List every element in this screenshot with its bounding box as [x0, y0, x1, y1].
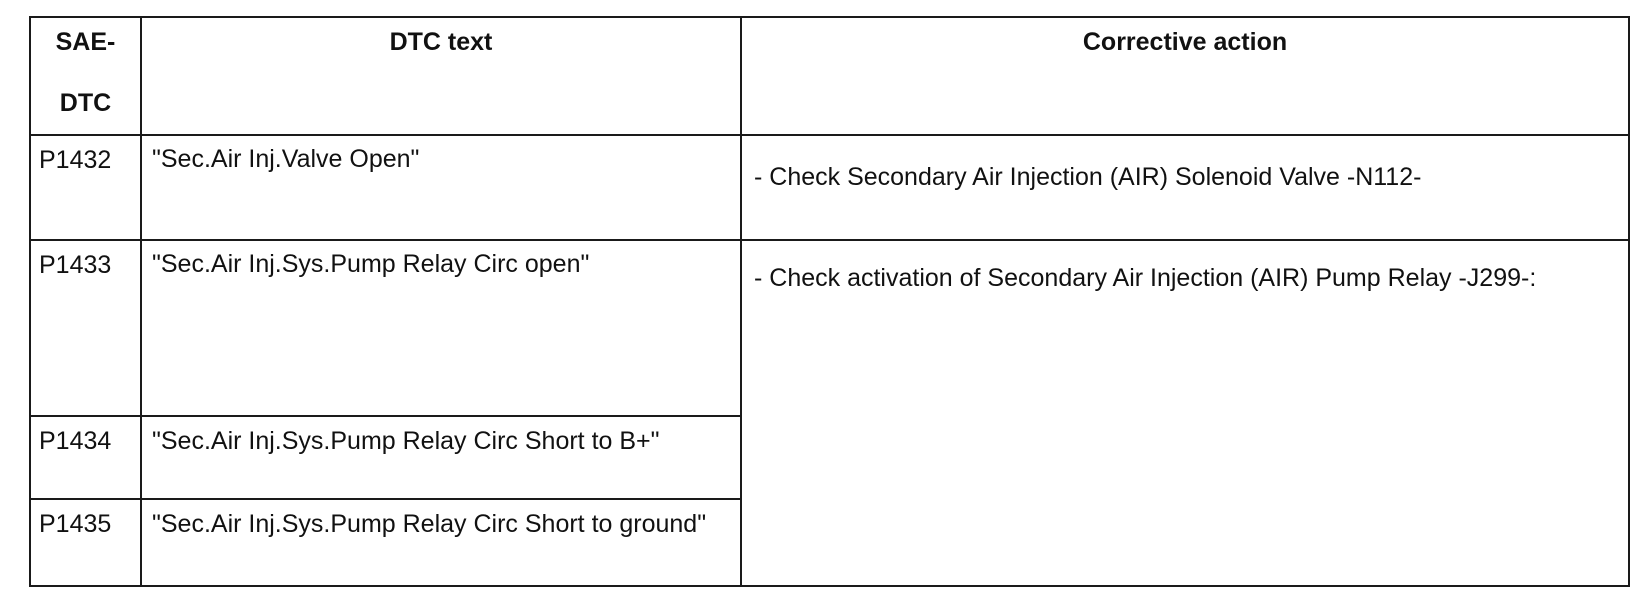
corrective-action-cell — [741, 240, 1629, 586]
dtc-text-cell: "Sec.Air Inj.Valve Open" — [141, 135, 741, 240]
dtc-table — [29, 16, 1630, 587]
corrective-action-cell — [741, 135, 1629, 240]
corrective-action-text: - Check Secondary Air Injection (AIR) Solenoid Valve -N112- — [754, 163, 1422, 191]
header-row — [30, 17, 1629, 135]
dtc-text-cell: "Sec.Air Inj.Sys.Pump Relay Circ open" — [141, 240, 741, 415]
dtc-text-cell: "Sec.Air Inj.Sys.Pump Relay Circ Short to B+" — [141, 416, 741, 499]
header-dtc-text — [141, 17, 741, 135]
table-row — [30, 135, 1629, 240]
dtc-code-cell: P1434 — [30, 416, 141, 499]
dtc-text-cell: "Sec.Air Inj.Sys.Pump Relay Circ Short to ground" — [141, 499, 741, 586]
table-row — [30, 240, 1629, 415]
header-corrective-action-label: Corrective action — [1082, 28, 1288, 56]
dtc-code-cell: P1432 — [30, 135, 141, 240]
dtc-code-cell: P1433 — [30, 240, 141, 415]
dtc-code-cell: P1435 — [30, 499, 141, 586]
header-sae-dtc-line1: SAE- — [55, 28, 116, 56]
header-corrective-action — [741, 17, 1629, 135]
header-dtc-text-label: DTC text — [389, 28, 493, 56]
header-sae-dtc — [30, 17, 141, 135]
corrective-action-text: - Check activation of Secondary Air Injection (AIR) Pump Relay -J299-: — [754, 264, 1537, 293]
header-sae-dtc-line2: DTC — [59, 89, 112, 117]
